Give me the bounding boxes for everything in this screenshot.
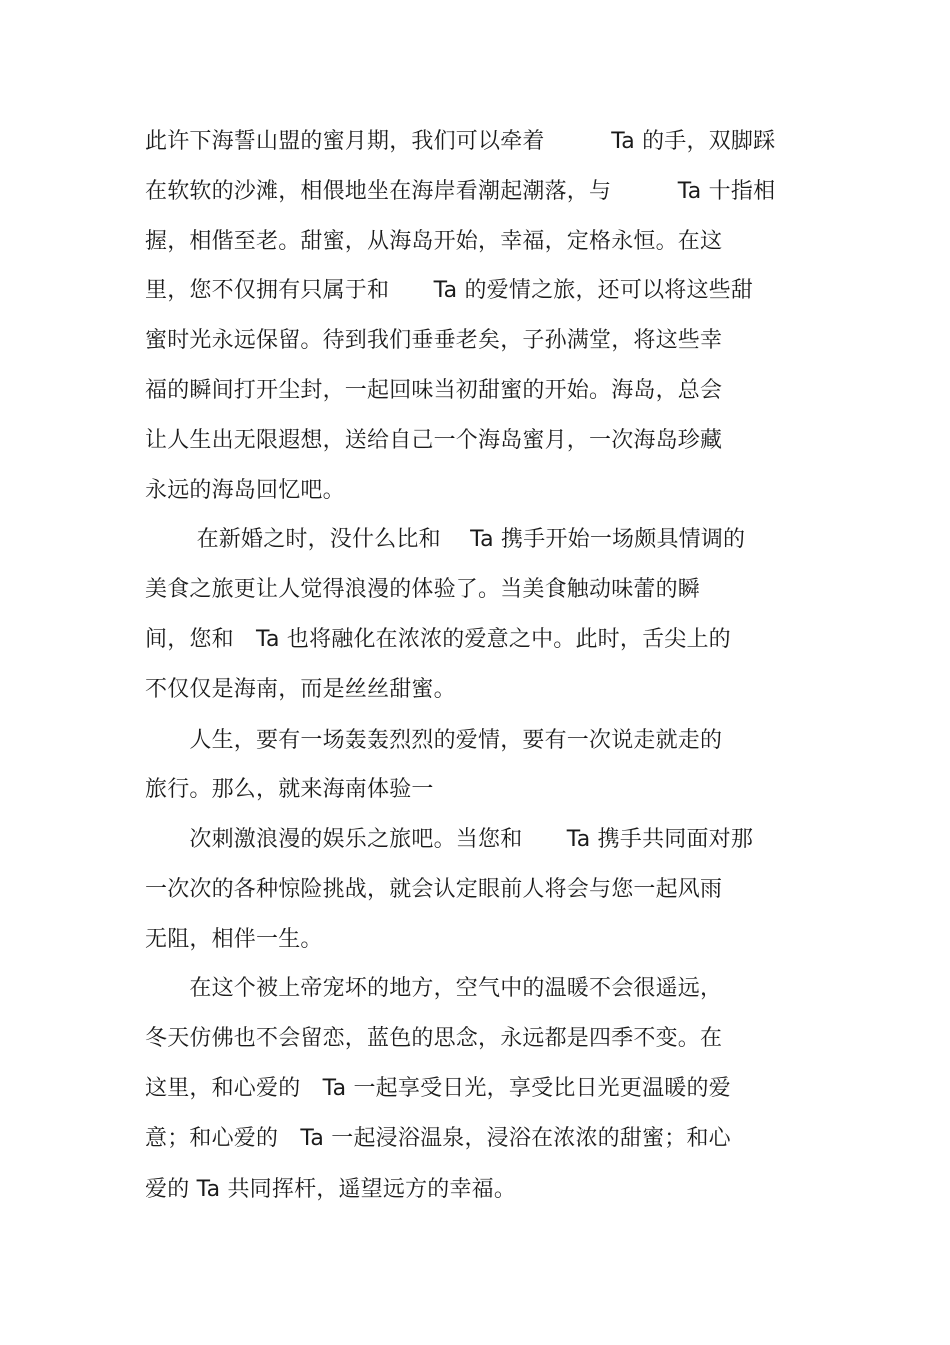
text-line: 人生，要有一场轰轰烈烈的爱情，要有一次说走就走的 (145, 728, 723, 753)
text-line: 握，相偕至老。甜蜜，从海岛开始，幸福，定格永恒。在这 (145, 229, 723, 254)
text-line: 爱的 Ta 共同挥杆，遥望远方的幸福。 (145, 1177, 517, 1202)
text-line: 意；和心爱的 Ta 一起浸浴温泉，浸浴在浓浓的甜蜜；和心 (145, 1126, 731, 1151)
text-line: 里，您不仅拥有只属于和 Ta 的爱情之旅，还可以将这些甜 (145, 278, 754, 303)
text-line: 间，您和 Ta 也将融化在浓浓的爱意之中。此时，舌尖上的 (145, 627, 731, 652)
text-line: 无阻，相伴一生。 (145, 927, 323, 952)
text-line: 在新婚之时，没什么比和 Ta 携手开始一场颇具情调的 (145, 527, 746, 552)
text-line: 冬天仿佛也不会留恋，蓝色的思念，永远都是四季不变。在 (145, 1026, 723, 1051)
text-line: 在这个被上帝宠坏的地方，空气中的温暖不会很遥远， (145, 976, 723, 1001)
text-line: 永远的海岛回忆吧。 (145, 478, 345, 503)
text-line: 福的瞬间打开尘封，一起回味当初甜蜜的开始。海岛，总会 (145, 378, 723, 403)
text-line: 美食之旅更让人觉得浪漫的体验了。当美食触动味蕾的瞬 (145, 577, 701, 602)
text-line: 次刺激浪漫的娱乐之旅吧。当您和 Ta 携手共同面对那 (145, 827, 754, 852)
text-line: 一次次的各种惊险挑战，就会认定眼前人将会与您一起风雨 (145, 877, 723, 902)
text-line: 让人生出无限遐想，送给自己一个海岛蜜月，一次海岛珍藏 (145, 428, 723, 453)
text-line: 旅行。那么，就来海南体验一 (145, 777, 434, 802)
text-line: 蜜时光永远保留。待到我们垂垂老矣，子孙满堂，将这些幸 (145, 328, 723, 353)
text-line: 此许下海誓山盟的蜜月期，我们可以牵着 Ta 的手，双脚踩 (145, 129, 776, 154)
text-line: 在软软的沙滩，相偎地坐在海岸看潮起潮落，与 Ta 十指相 (145, 179, 776, 204)
text-line: 不仅仅是海南，而是丝丝甜蜜。 (145, 677, 456, 702)
text-line: 这里，和心爱的 Ta 一起享受日光，享受比日光更温暖的爱 (145, 1076, 731, 1101)
